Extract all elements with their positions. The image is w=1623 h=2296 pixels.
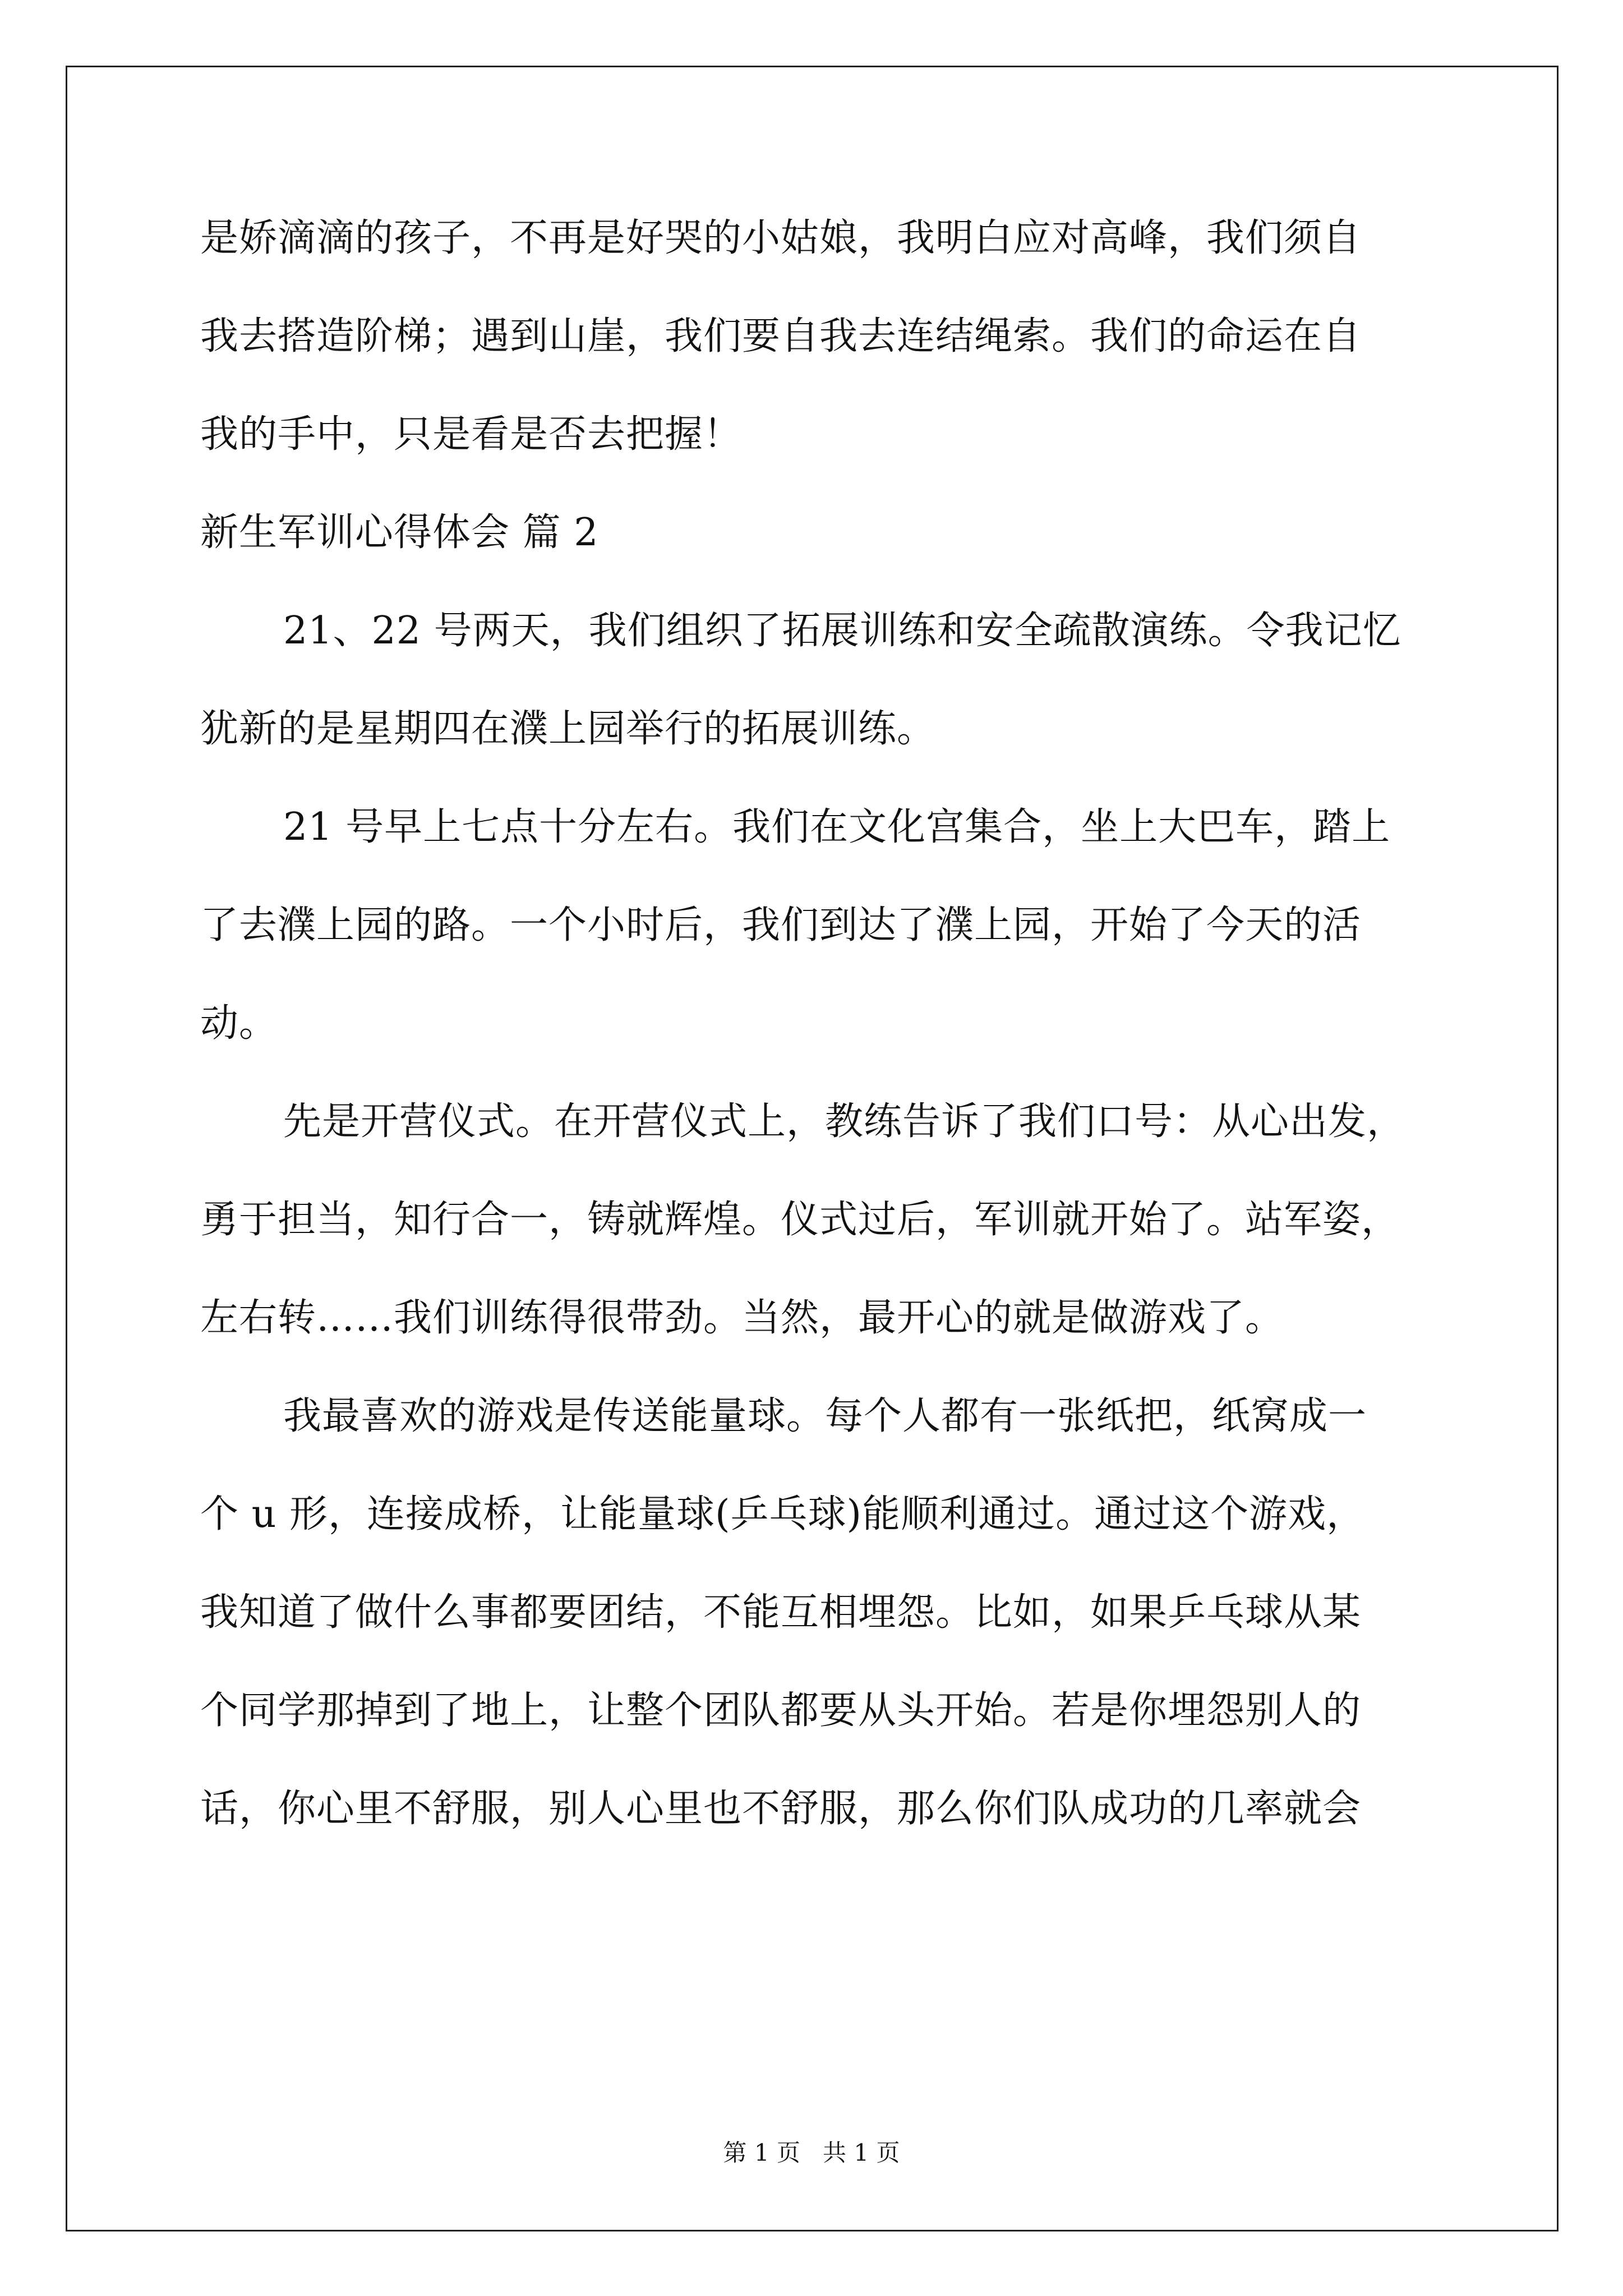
text-line-12: 左右转……我们训练得很带劲。当然，最开心的就是做游戏了。	[200, 1296, 1284, 1340]
text-line-16: 个同学那掉到了地上，让整个团队都要从头开始。若是你埋怨别人的	[200, 1688, 1362, 1733]
text-line-2: 我去搭造阶梯；遇到山崖，我们要自我去连结绳索。我们的命运在自	[200, 314, 1362, 358]
text-line-5: 21、22 号两天，我们组织了拓展训练和安全疏散演练。令我记忆	[283, 609, 1401, 653]
text-line-6: 犹新的是星期四在濮上园举行的拓展训练。	[200, 707, 936, 751]
text-line-9: 动。	[200, 1001, 278, 1046]
text-line-1: 是娇滴滴的孩子，不再是好哭的小姑娘，我明白应对高峰，我们须自	[200, 216, 1362, 260]
section-heading: 新生军训心得体会 篇 2	[200, 510, 599, 555]
text-line-13: 我最喜欢的游戏是传送能量球。每个人都有一张纸把，纸窝成一	[283, 1394, 1367, 1438]
text-line-14: 个 u 形，连接成桥，让能量球(乒乓球)能顺利通过。通过这个游戏，	[200, 1492, 1366, 1536]
text-line-7: 21 号早上七点十分左右。我们在文化宫集合，坐上大巴车，踏上	[283, 805, 1391, 849]
text-line-3: 我的手中，只是看是否去把握！	[200, 412, 743, 457]
text-line-11: 勇于担当，知行合一，铸就辉煌。仪式过后，军训就开始了。站军姿，	[200, 1198, 1400, 1242]
text-line-15: 我知道了做什么事都要团结，不能互相埋怨。比如，如果乒乓球从某	[200, 1590, 1362, 1635]
page-footer: 第 1 页 共 1 页	[723, 2139, 900, 2166]
text-line-8: 了去濮上园的路。一个小时后，我们到达了濮上园，开始了今天的活	[200, 903, 1362, 947]
document-body	[200, 208, 1462, 1876]
text-line-17: 话，你心里不舒服，别人心里也不舒服，那么你们队成功的几率就会	[200, 1787, 1362, 1831]
text-line-10: 先是开营仪式。在开营仪式上，教练告诉了我们口号：从心出发，	[283, 1099, 1406, 1144]
